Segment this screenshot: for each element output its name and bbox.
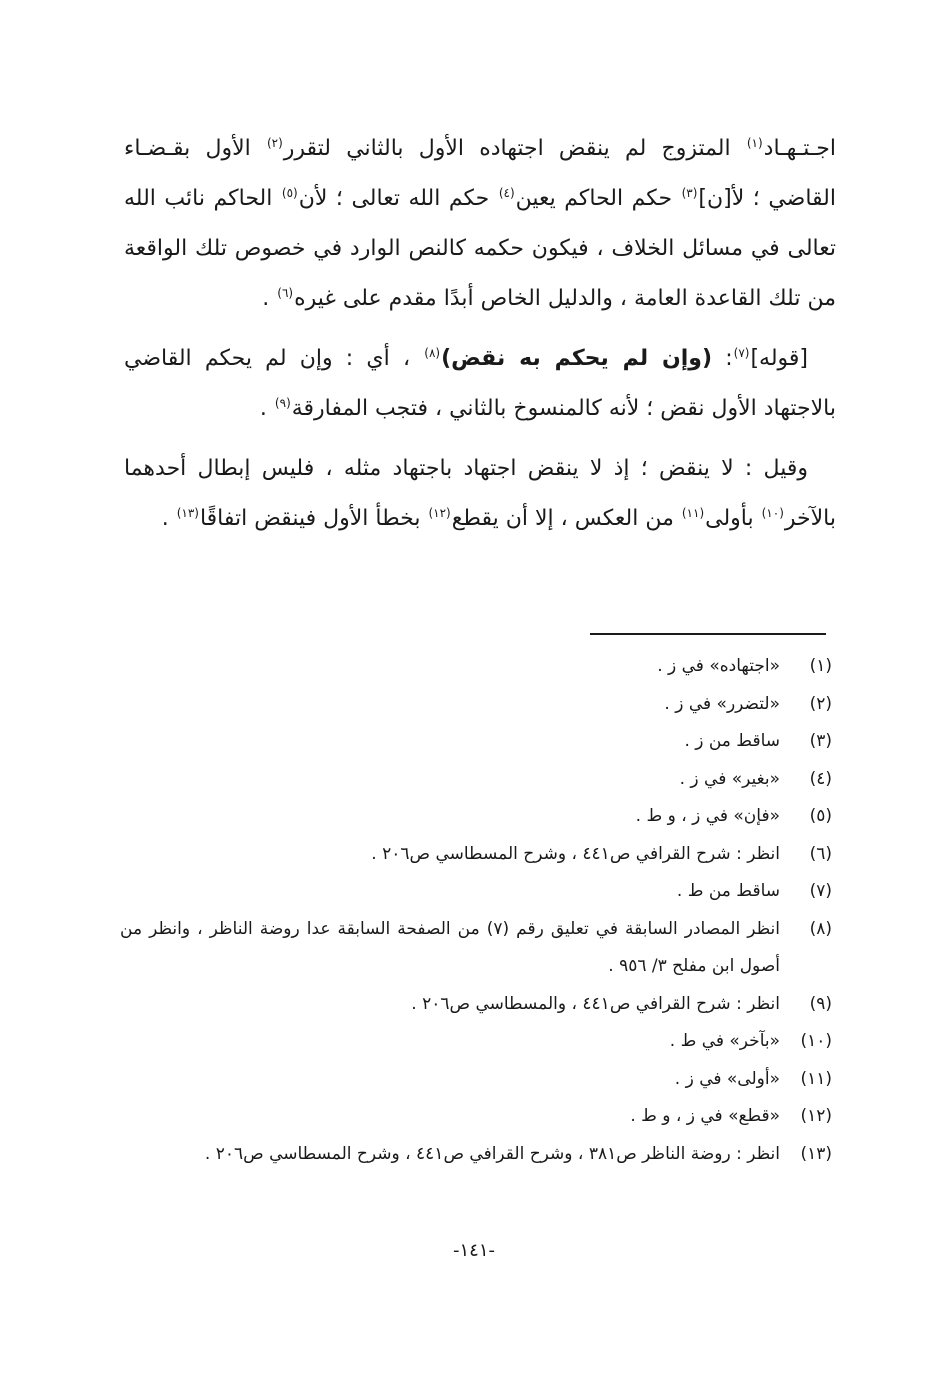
footnote-ref: (٢) xyxy=(266,135,283,150)
footnote-ref: (٦) xyxy=(277,285,294,300)
footnote-text: ساقط من ط . xyxy=(676,881,780,901)
footnote-text: ساقط من ز . xyxy=(684,731,780,751)
footnote-text: «فإن» في ز ، و ط . xyxy=(635,806,780,826)
footnote-number: (٨) xyxy=(809,918,832,939)
footnote-text: «بآخر» في ط . xyxy=(669,1031,780,1051)
footnote-number: (٣) xyxy=(809,731,832,751)
footnote-separator xyxy=(590,633,826,635)
text-run: حكم الله تعالى ؛ لأن xyxy=(298,186,498,211)
quoted-text: (وإن لم يحكم به نقض) xyxy=(441,346,713,371)
footnote xyxy=(120,836,832,874)
footnote xyxy=(120,798,832,836)
text-run: . xyxy=(262,286,277,311)
footnote xyxy=(120,911,832,986)
footnote-number: (٧) xyxy=(809,881,832,901)
text-run: [قوله] xyxy=(750,346,808,371)
text-run: الحاكم نائب الله تعالى في مسائل الخلاف ، فيكون حكمه كالنص الوارد في خصوص تلك الواقعة من تلك القاعدة العامة ، والدليل الخاص أبدًا مقدم على غيره xyxy=(124,186,836,311)
text-run: وقيل : لا ينقض ؛ إذ لا ينقض اجتهاد باجتهاد مثله ، فليس إبطال أحدهما بالآخر xyxy=(124,456,836,531)
footnote xyxy=(120,761,832,799)
text-run: حكم الحاكم يعين xyxy=(515,186,681,211)
footnote-ref: (٤) xyxy=(498,185,515,200)
text-run: من العكس ، إلا أن يقطع xyxy=(451,506,681,531)
footnote-text: «أولى» في ز . xyxy=(674,1068,780,1089)
footnote-ref: (٣) xyxy=(681,185,698,200)
footnote-ref: (٥) xyxy=(281,185,298,200)
footnote xyxy=(120,986,832,1024)
footnote-ref: (١) xyxy=(746,135,763,150)
paragraph-1 xyxy=(124,124,836,324)
footnote-number: (١٠) xyxy=(800,1031,832,1051)
footnote-text: «قطع» في ز ، و ط . xyxy=(630,1106,780,1126)
footnote-number: (١١) xyxy=(800,1068,832,1089)
footnote xyxy=(120,686,832,724)
footnote-text: انظر : شرح القرافي ص٤٤١ ، وشرح المسطاسي ص٢٠٦ . xyxy=(371,843,780,864)
footnote-text: انظر المصادر السابقة في تعليق رقم (٧) من الصفحة السابقة عدا روضة الناظر ، وانظر من أصول ابن مفلح ٣/ ٩٥٦ . xyxy=(120,918,780,976)
footnote-number: (١٢) xyxy=(800,1106,832,1126)
footnote-number: (١) xyxy=(809,656,832,676)
text-run: المتزوج لم ينقض اجتهاده الأول بالثاني لتقرر xyxy=(283,136,746,161)
footnote-text: «لتضرر» في ز . xyxy=(664,693,780,714)
text-run: بخطأ الأول فينقض اتفاقًا xyxy=(199,506,428,531)
footnote xyxy=(120,648,832,686)
footnote-text: «اجتهاده» في ز . xyxy=(657,656,780,676)
footnote-number: (٦) xyxy=(809,843,832,864)
footnotes-list xyxy=(120,648,832,1173)
page-number: -١٤١- xyxy=(452,1240,495,1261)
footnote xyxy=(120,1061,832,1099)
footnote-text: انظر : روضة الناظر ص٣٨١ ، وشرح القرافي ص٤٤١ ، وشرح المسطاسي ص٢٠٦ . xyxy=(204,1143,780,1164)
footnote-number: (٢) xyxy=(809,693,832,714)
footnote xyxy=(120,1098,832,1136)
footnote xyxy=(120,1023,832,1061)
paragraph-3 xyxy=(124,444,836,544)
text-run: بأولى xyxy=(705,506,761,531)
footnote-text: انظر : شرح القرافي ص٤٤١ ، والمسطاسي ص٢٠٦ . xyxy=(411,993,780,1014)
text-run: ، أي : وإن لم يحكم القاضي بالاجتهاد الأول نقض ؛ لأنه كالمنسوخ بالثاني ، فتجب المفارقة xyxy=(124,346,836,421)
footnote-ref: (٩) xyxy=(274,395,291,410)
text-run: الأول بقـضـاء القاضي ؛ لأ[ن] xyxy=(124,136,836,211)
footnote xyxy=(120,723,832,761)
footnote-ref: (١١) xyxy=(681,505,705,520)
footnote xyxy=(120,1136,832,1174)
footnote xyxy=(120,873,832,911)
footnote-ref: (٧) xyxy=(733,345,750,360)
footnote-number: (٥) xyxy=(809,806,832,826)
footnote-text: «بغير» في ز . xyxy=(679,768,780,789)
text-run: : xyxy=(712,346,733,371)
text-run: . xyxy=(259,396,274,421)
footnote-ref: (١٢) xyxy=(428,505,451,520)
paragraph-2 xyxy=(124,334,836,434)
text-run: . xyxy=(161,506,176,531)
text-run: اجـتـهـاد xyxy=(763,136,836,161)
footnote-number: (٤) xyxy=(809,768,832,789)
footnote-number: (٩) xyxy=(809,993,832,1014)
footnote-number: (١٣) xyxy=(800,1143,832,1164)
footnote-ref: (٨) xyxy=(424,345,441,360)
footnote-ref: (١٠) xyxy=(761,505,784,520)
footnote-ref: (١٣) xyxy=(176,505,199,520)
main-text xyxy=(124,124,836,544)
